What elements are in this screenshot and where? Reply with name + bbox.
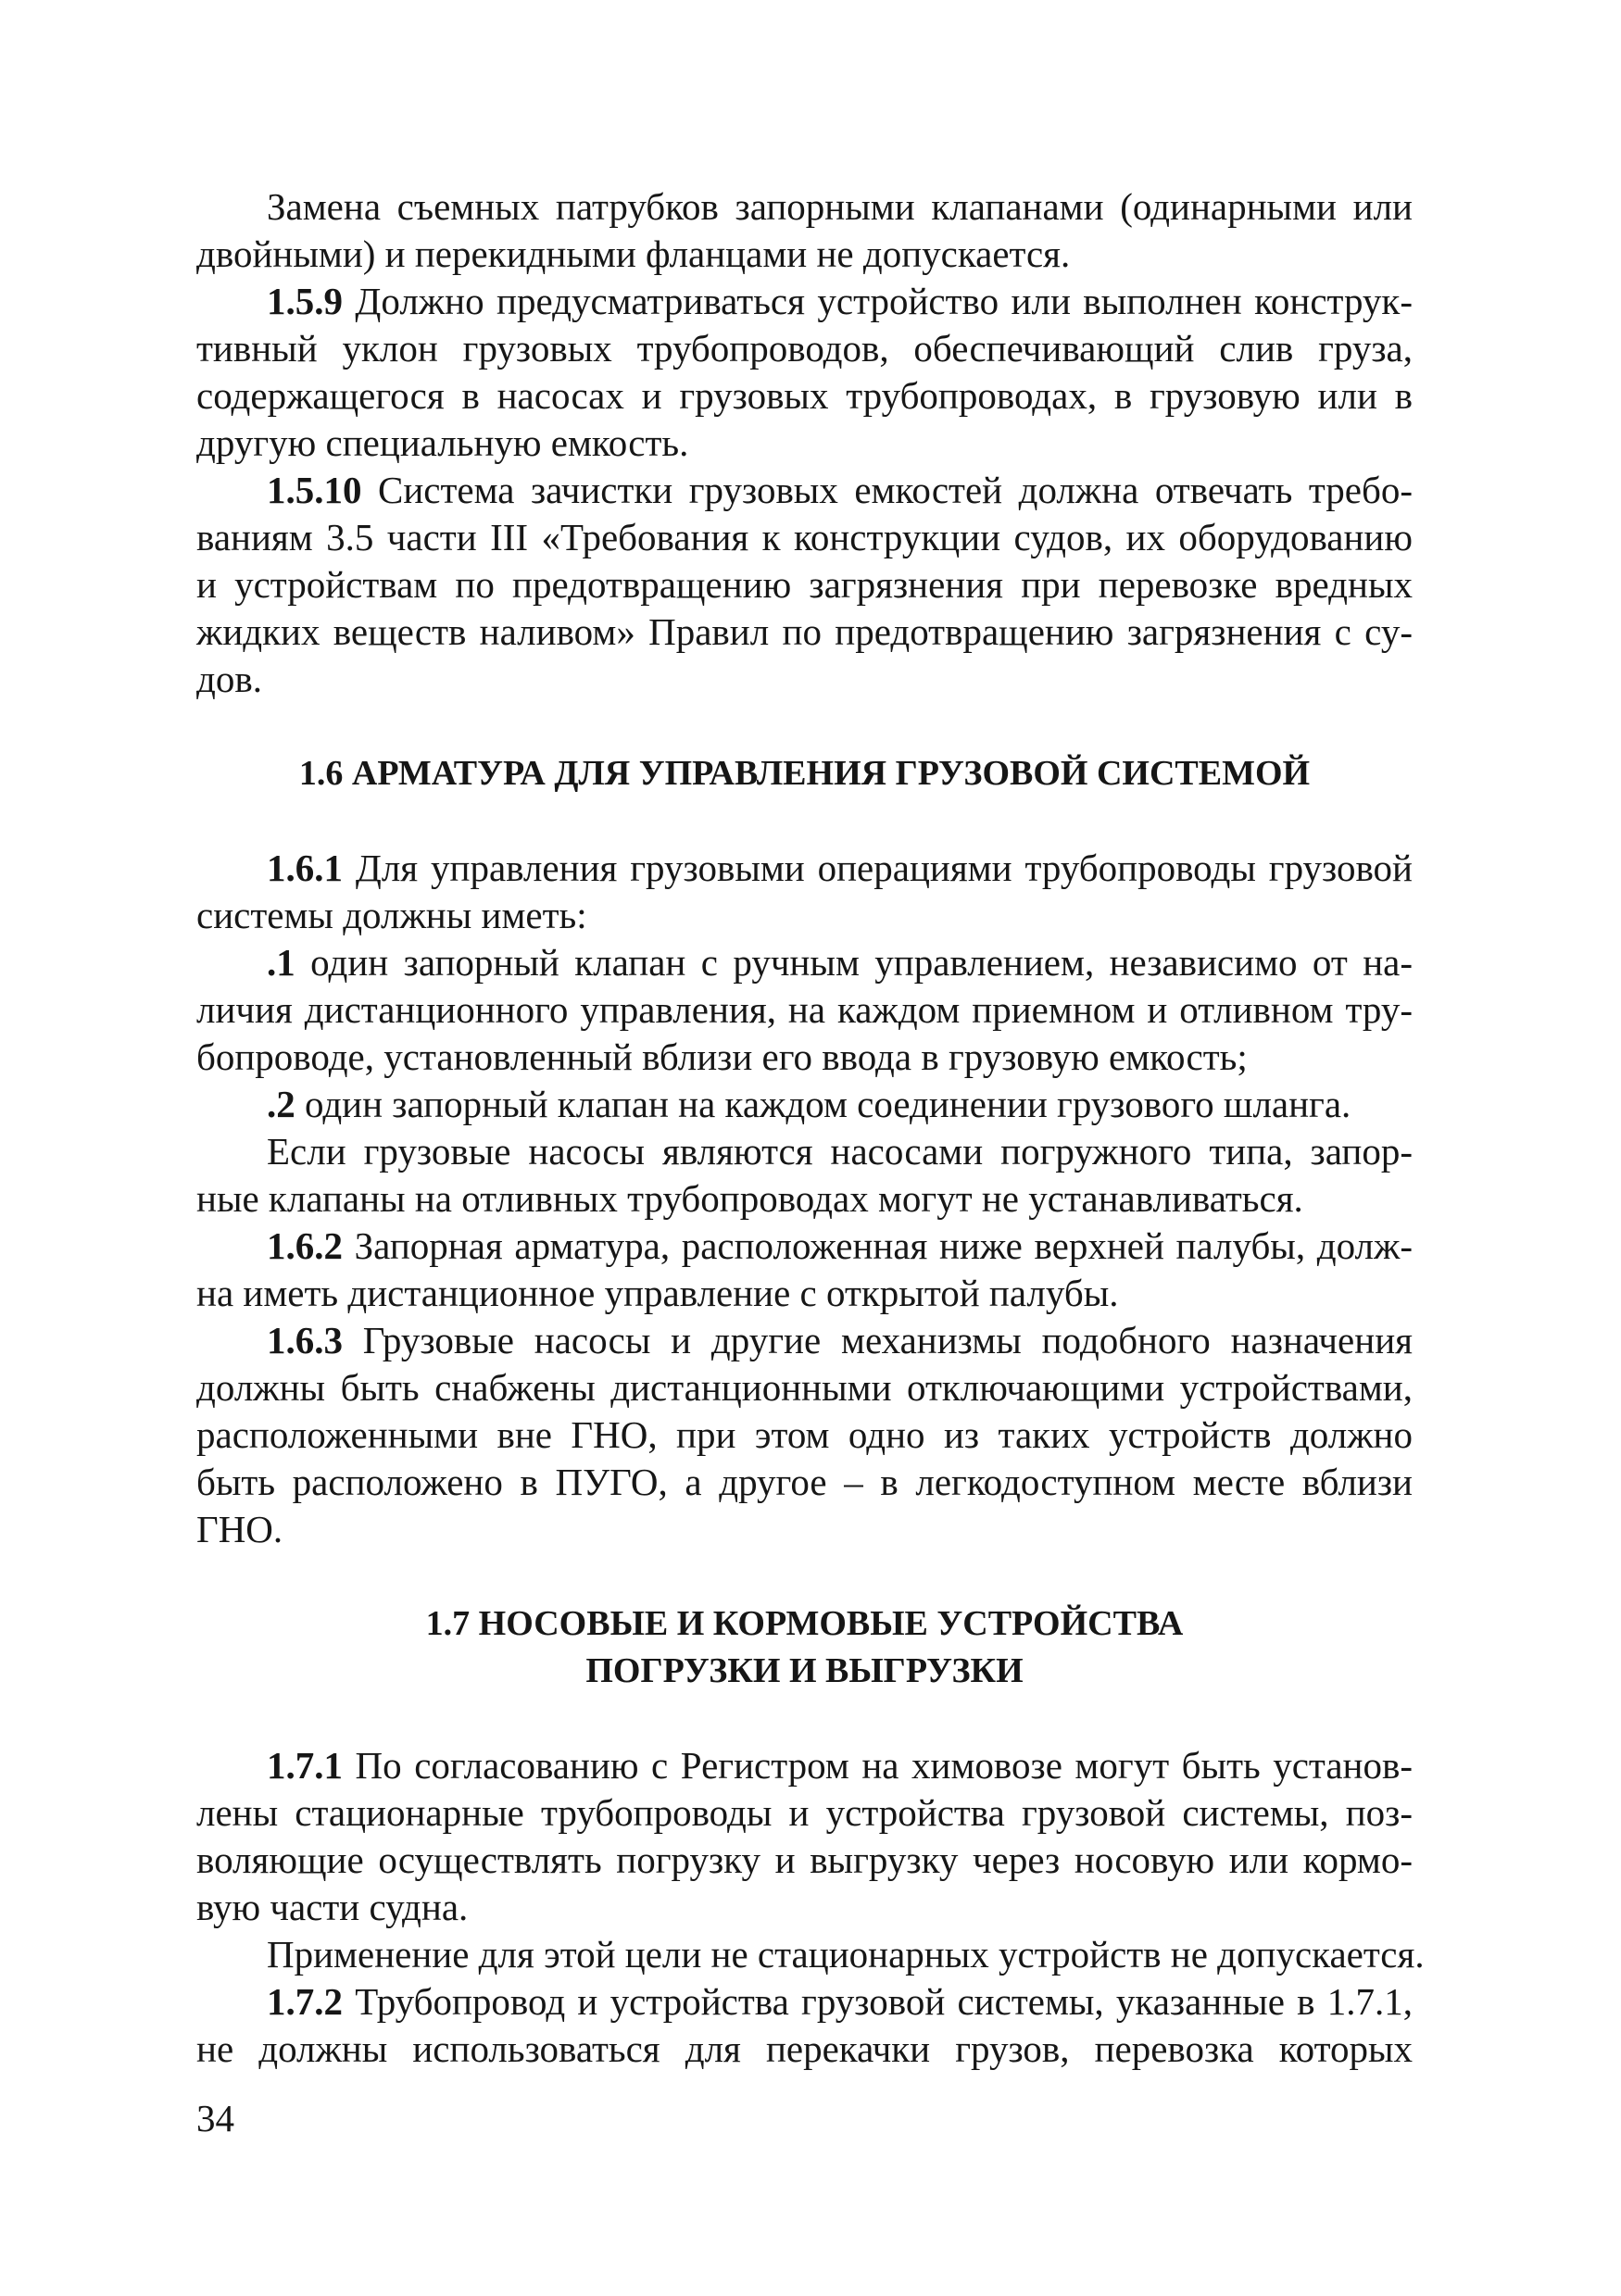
clause-number: 1.6.2 (267, 1224, 343, 1267)
section-heading-1-6: 1.6 АРМАТУРА ДЛЯ УПРАВЛЕНИЯ ГРУЗОВОЙ СИСТЕМОЙ (298, 754, 1311, 793)
text: Трубопровод и устройства грузовой системы, указанные в 1.7.1, (343, 1980, 1413, 2023)
text: лены стационарные трубопроводы и устройства грузовой системы, поз- (196, 1791, 1413, 1834)
text: один запорный клапан на каждом соединении грузового шланга. (295, 1083, 1351, 1125)
text: быть расположено в ПУГО, а другое – в легкодоступном месте вблизи (196, 1461, 1413, 1503)
text: Должно предусматриваться устройство или выполнен конструк- (343, 280, 1413, 322)
paragraph-1-6-3 (267, 1317, 1413, 1363)
text-line (196, 1789, 1413, 1836)
text: расположенными вне ГНО, при этом одно из таких устройств должно (196, 1413, 1413, 1456)
text: один запорный клапан с ручным управлением, независимо от на- (295, 941, 1413, 984)
text-line (196, 1837, 1413, 1883)
section-heading-1-7-line-2: ПОГРУЗКИ И ВЫГРУЗКИ (585, 1651, 1024, 1690)
text-line (196, 1034, 1413, 1080)
text-line (196, 892, 1413, 938)
clause-number: 1.6.3 (267, 1319, 343, 1361)
text-line (196, 1411, 1413, 1458)
text: вую части судна. (196, 1886, 469, 1928)
text: Если грузовые насосы являются насосами погружного типа, запор- (267, 1130, 1413, 1173)
page-number: 34 (196, 2097, 234, 2139)
text-line (267, 183, 1413, 230)
item-number: .1 (267, 941, 295, 984)
paragraph-1-6-1 (267, 845, 1413, 891)
text: двойными) и перекидными фланцами не допускается. (196, 232, 1071, 275)
text: ГНО. (196, 1508, 283, 1550)
text: Грузовые насосы и другие механизмы подобного назначения (343, 1319, 1413, 1361)
text: на иметь дистанционное управление с открытой палубы. (196, 1272, 1119, 1314)
clause-number: 1.5.10 (267, 469, 362, 511)
text: жидких веществ наливом» Правил по предотвращению загрязнения с су- (196, 610, 1413, 653)
text-line (196, 1506, 1413, 1552)
text: должны быть снабжены дистанционными отключающими устройствами, (196, 1366, 1413, 1409)
text-line (196, 1364, 1413, 1411)
section-heading-1-7: 1.7 НОСОВЫЕ И КОРМОВЫЕ УСТРОЙСТВА (425, 1604, 1184, 1643)
text-line (196, 325, 1413, 371)
text: воляющие осуществлять погрузку и выгрузку через носовую или кормо- (196, 1838, 1413, 1881)
text: Применение для этой цели не стационарных устройств не допускается. (267, 1933, 1425, 1976)
text: не должны использоваться для перекачки грузов, перевозка которых (196, 2027, 1413, 2070)
text: бопроводе, установленный вблизи его ввода в грузовую емкость; (196, 1035, 1248, 1078)
paragraph-1-5-9 (267, 278, 1413, 324)
clause-number: 1.7.2 (267, 1980, 343, 2023)
text: По согласованию с Регистром на химовозе могут быть установ- (343, 1744, 1413, 1787)
text: тивный уклон грузовых трубопроводов, обеспечивающий слив груза, (196, 327, 1413, 370)
text-line (196, 372, 1413, 419)
text-line (267, 1128, 1413, 1174)
text-line (196, 231, 1413, 277)
text-line (196, 1459, 1413, 1505)
text-line (196, 609, 1413, 655)
text: личия дистанционного управления, на каждом приемном и отливном тру- (196, 988, 1413, 1031)
text-line (196, 1884, 1413, 1930)
clause-number: 1.7.1 (267, 1744, 343, 1787)
text: ные клапаны на отливных трубопроводах могут не устанавливаться. (196, 1177, 1303, 1220)
text: системы должны иметь: (196, 894, 587, 936)
text-line (267, 1931, 1425, 1977)
text: Система зачистки грузовых емкостей должна отвечать требо- (361, 469, 1413, 511)
text: Замена съемных патрубков запорными клапанами (одинарными или (267, 185, 1413, 228)
paragraph-1-7-2 (267, 1978, 1413, 2025)
text: ваниям 3.5 части III «Требования к конструкции судов, их оборудованию (196, 516, 1413, 558)
text-line (196, 656, 1413, 702)
text: Запорная арматура, расположенная ниже верхней палубы, долж- (343, 1224, 1413, 1267)
text: содержащегося в насосах и грузовых трубопроводах, в грузовую или в (196, 374, 1413, 417)
text-line (196, 986, 1413, 1033)
clause-number: 1.5.9 (267, 280, 343, 322)
text-line (196, 514, 1413, 560)
item-number: .2 (267, 1083, 295, 1125)
text-line (196, 561, 1413, 608)
text-line (196, 420, 1413, 466)
paragraph-1-7-1 (267, 1742, 1413, 1788)
text: и устройствам по предотвращению загрязнения при перевозке вредных (196, 563, 1413, 606)
paragraph-1-5-10 (267, 467, 1413, 513)
text-line (196, 1175, 1413, 1222)
clause-number: 1.6.1 (267, 847, 343, 889)
paragraph-1-6-2 (267, 1223, 1413, 1269)
text-line (196, 1270, 1413, 1316)
text: другую специальную емкость. (196, 421, 689, 464)
text-line (196, 2026, 1413, 2072)
list-item-2 (267, 1081, 1413, 1127)
text: Для управления грузовыми операциями трубопроводы грузовой (343, 847, 1413, 889)
list-item-1 (267, 939, 1413, 985)
text: дов. (196, 658, 262, 700)
